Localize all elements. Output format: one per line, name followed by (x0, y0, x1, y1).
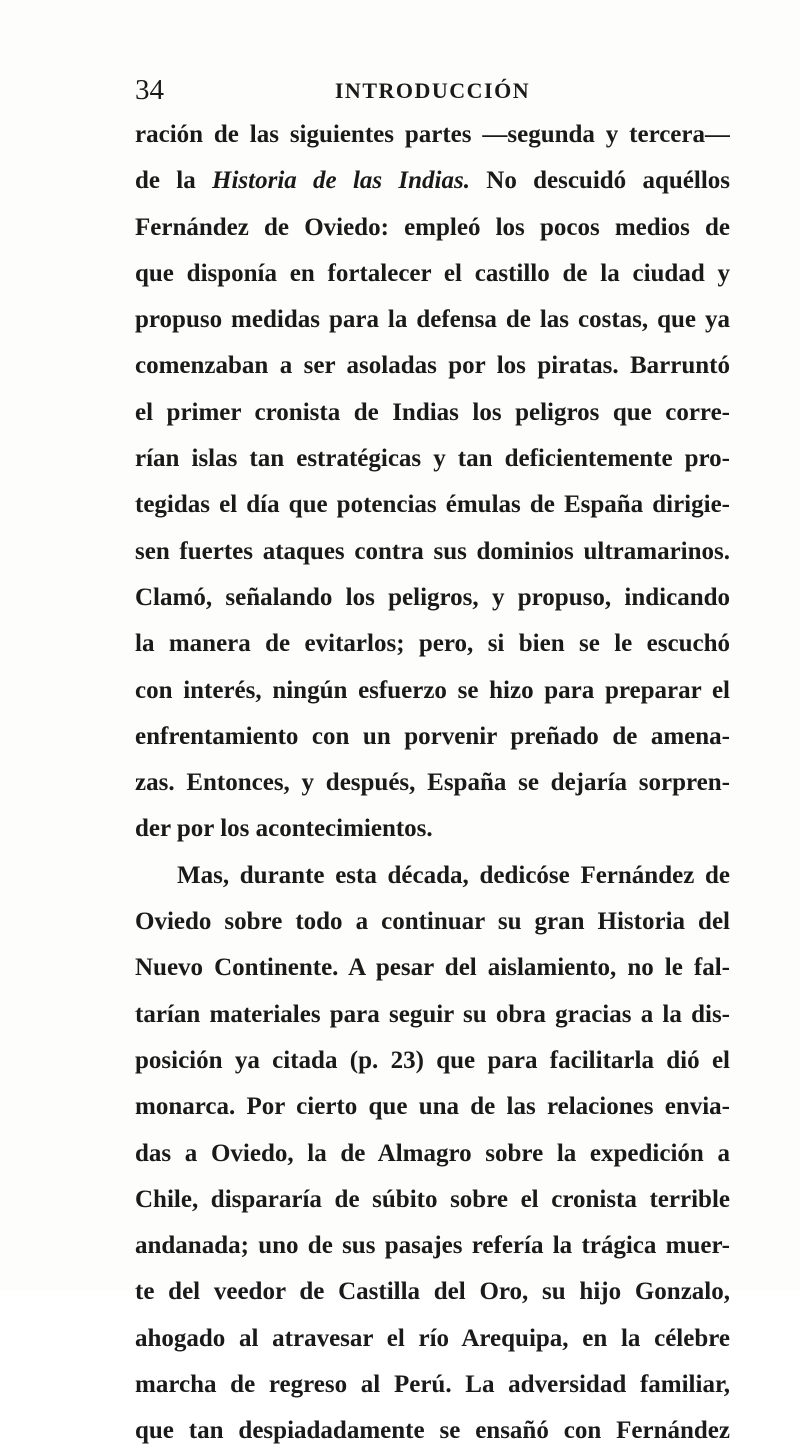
text-line: rían islas tan estratégicas y tan deficientemente pro- (135, 445, 730, 473)
text-line: Clamó, señalando los peligros, y propuso, indicando (135, 583, 730, 611)
text-line: enfrentamiento con un porvenir preñado de amena- (135, 722, 730, 750)
text-line: la manera de evitarlos; pero, si bien se le escuchó (135, 630, 730, 658)
text-line: con interés, ningún esfuerzo se hizo para preparar el (135, 676, 730, 704)
text-line: comenzaban a ser asoladas por los piratas. Barruntó (135, 352, 730, 380)
text-line: Mas, durante esta década, dedicóse Fernández de (177, 861, 730, 889)
text-line: te del veedor de Castilla del Oro, su hijo Gonzalo, (135, 1278, 730, 1306)
running-head (135, 72, 730, 108)
text-line: Oviedo sobre todo a continuar su gran Historia del (135, 908, 730, 936)
text-line: Chile, dispararía de súbito sobre el cronista terrible (135, 1185, 730, 1213)
text-line: que tan despiadadamente se ensañó con Fernández (135, 1417, 730, 1445)
text-line: marcha de regreso al Perú. La adversidad familiar, (135, 1371, 730, 1399)
text-line: das a Oviedo, la de Almagro sobre la expedición a (135, 1139, 730, 1167)
text-line: posición ya citada (p. 23) que para facilitarla dió el (135, 1046, 730, 1074)
chapter-heading: INTRODUCCIÓN (334, 78, 531, 103)
text-line: el primer cronista de Indias los peligros que corre- (135, 398, 730, 426)
text-line: andanada; uno de sus pasajes refería la trágica muer- (135, 1232, 730, 1260)
text-line: monarca. Por cierto que una de las relaciones envia- (135, 1093, 730, 1121)
body-text (135, 112, 730, 1455)
text-line: sen fuertes ataques contra sus dominios ultramarinos. (135, 537, 730, 565)
text-line: tarían materiales para seguir su obra gracias a la dis- (135, 1000, 730, 1028)
text-line: ahogado al atravesar el río Arequipa, en la célebre (135, 1324, 730, 1352)
text-line (135, 158, 730, 204)
text-fragment: de la (135, 167, 196, 195)
page-number: 34 (135, 74, 164, 106)
text-line: tegidas el día que potencias émulas de España dirigie- (135, 491, 730, 519)
text-line: Fernández de Oviedo: empleó los pocos medios de (135, 213, 730, 241)
text-line: zas. Entonces, y después, España se dejaría sorpren- (135, 769, 730, 797)
text-line: ración de las siguientes partes —segunda y tercera— (135, 121, 730, 148)
text-line: Nuevo Continente. A pesar del aislamiento, no le fal- (135, 954, 730, 982)
italic-book-title: Historia de las Indias. (212, 167, 470, 195)
text-line: der por los acontecimientos. (135, 815, 433, 843)
text-line: propuso medidas para la defensa de las costas, que ya (135, 306, 730, 334)
text-line: que disponía en fortalecer el castillo de la ciudad y (135, 259, 730, 287)
text-fragment: No descuidó aquéllos (486, 167, 730, 195)
